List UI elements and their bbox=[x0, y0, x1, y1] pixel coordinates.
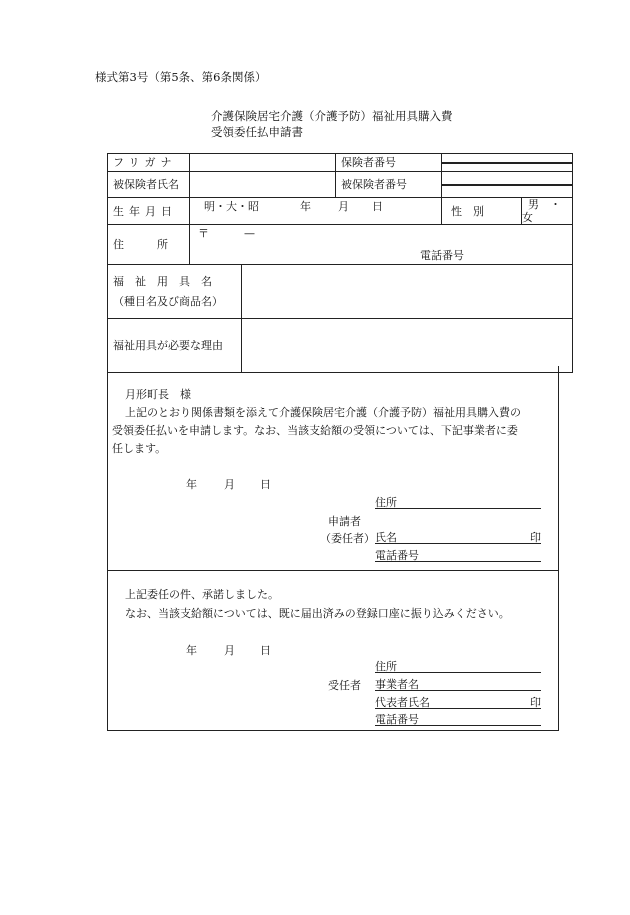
furigana-label: フリガナ bbox=[108, 154, 190, 172]
phone-label: 電話番号 bbox=[420, 249, 464, 263]
delegatee-address-line[interactable] bbox=[375, 658, 541, 673]
postal-dash: — bbox=[244, 227, 255, 241]
sex-choice[interactable]: 男 ・ 女 bbox=[522, 198, 572, 225]
representative-seal-mark: 印 bbox=[530, 696, 541, 709]
applicant-name-label: 氏名 bbox=[375, 531, 397, 544]
equipment-input[interactable] bbox=[242, 265, 573, 319]
acceptance-date-month: 月 bbox=[224, 644, 235, 657]
applicant-phone-line[interactable] bbox=[375, 547, 541, 562]
insured-name-label: 被保険者氏名 bbox=[108, 172, 190, 198]
application-body-line2: 受領委任払いを申請します。なお、当該支給額の受領については、下記事業者に委 bbox=[112, 424, 518, 437]
address-input[interactable] bbox=[190, 225, 573, 265]
sex-label: 性 別 bbox=[442, 198, 522, 225]
reason-label: 福祉用具が必要な理由 bbox=[108, 319, 242, 373]
acceptance-line2: なお、当該支給額については、既に届出済みの登録口座に振り込みください。 bbox=[125, 607, 510, 620]
representative-name-label: 代表者氏名 bbox=[375, 696, 430, 709]
delegatee-address-label: 住所 bbox=[375, 660, 397, 673]
acceptance-date-day: 日 bbox=[260, 644, 271, 657]
insurer-number-boxes[interactable] bbox=[442, 154, 573, 172]
insured-name-input[interactable] bbox=[190, 172, 336, 198]
application-body-line1: 上記のとおり関係書類を添えて介護保険居宅介護（介護予防）福祉用具購入費の bbox=[125, 406, 521, 419]
delegatee-label: 受任者 bbox=[328, 679, 361, 692]
form-title-line2: 受領委任払申請書 bbox=[211, 125, 303, 139]
application-section bbox=[107, 366, 559, 571]
business-name-label: 事業者名 bbox=[375, 678, 419, 691]
dob-label: 生年月日 bbox=[108, 198, 190, 225]
application-date-year: 年 bbox=[186, 478, 197, 491]
applicant-address-line[interactable] bbox=[375, 494, 541, 509]
dob-month: 月 bbox=[338, 200, 349, 213]
dob-year: 年 bbox=[300, 200, 311, 213]
acceptance-line1: 上記委任の件、承諾しました。 bbox=[125, 588, 279, 601]
business-name-line[interactable] bbox=[375, 676, 541, 691]
delegatee-phone-line[interactable] bbox=[375, 711, 541, 726]
equipment-label-main: 福 祉 用 具 名 bbox=[113, 274, 212, 288]
applicant-name-line[interactable] bbox=[375, 529, 541, 544]
dob-eras: 明・大・昭 bbox=[204, 200, 259, 213]
address-label: 住 所 bbox=[108, 225, 190, 265]
delegatee-phone-label: 電話番号 bbox=[375, 713, 419, 726]
representative-name-line[interactable] bbox=[375, 694, 541, 709]
form-title-line1: 介護保険居宅介護（介護予防）福祉用具購入費 bbox=[211, 109, 453, 123]
insured-number-boxes[interactable] bbox=[442, 172, 573, 198]
application-body-line3: 任します。 bbox=[112, 442, 167, 455]
applicant-info-table bbox=[107, 153, 573, 373]
applicant-seal-mark: 印 bbox=[530, 531, 541, 544]
insured-number-label: 被保険者番号 bbox=[336, 172, 442, 198]
insurer-number-label: 保険者番号 bbox=[336, 154, 442, 172]
applicant-phone-label: 電話番号 bbox=[375, 549, 419, 562]
furigana-input[interactable] bbox=[190, 154, 336, 172]
applicant-address-label: 住所 bbox=[375, 496, 397, 509]
postal-mark: 〒 bbox=[198, 227, 209, 241]
application-date-day: 日 bbox=[260, 478, 271, 491]
acceptance-date-year: 年 bbox=[186, 644, 197, 657]
delegator-label: （委任者） bbox=[320, 532, 375, 545]
dob-input[interactable] bbox=[190, 198, 442, 225]
addressee: 月形町長 様 bbox=[125, 388, 191, 401]
applicant-label: 申請者 bbox=[328, 515, 361, 528]
reason-input[interactable] bbox=[242, 319, 573, 373]
dob-day: 日 bbox=[372, 200, 383, 213]
equipment-label bbox=[108, 265, 242, 319]
application-date-month: 月 bbox=[224, 478, 235, 491]
form-number: 様式第3号（第5条、第6条関係） bbox=[95, 70, 267, 84]
acceptance-section bbox=[107, 570, 559, 731]
equipment-label-sub: （種目名及び商品名） bbox=[113, 294, 223, 308]
